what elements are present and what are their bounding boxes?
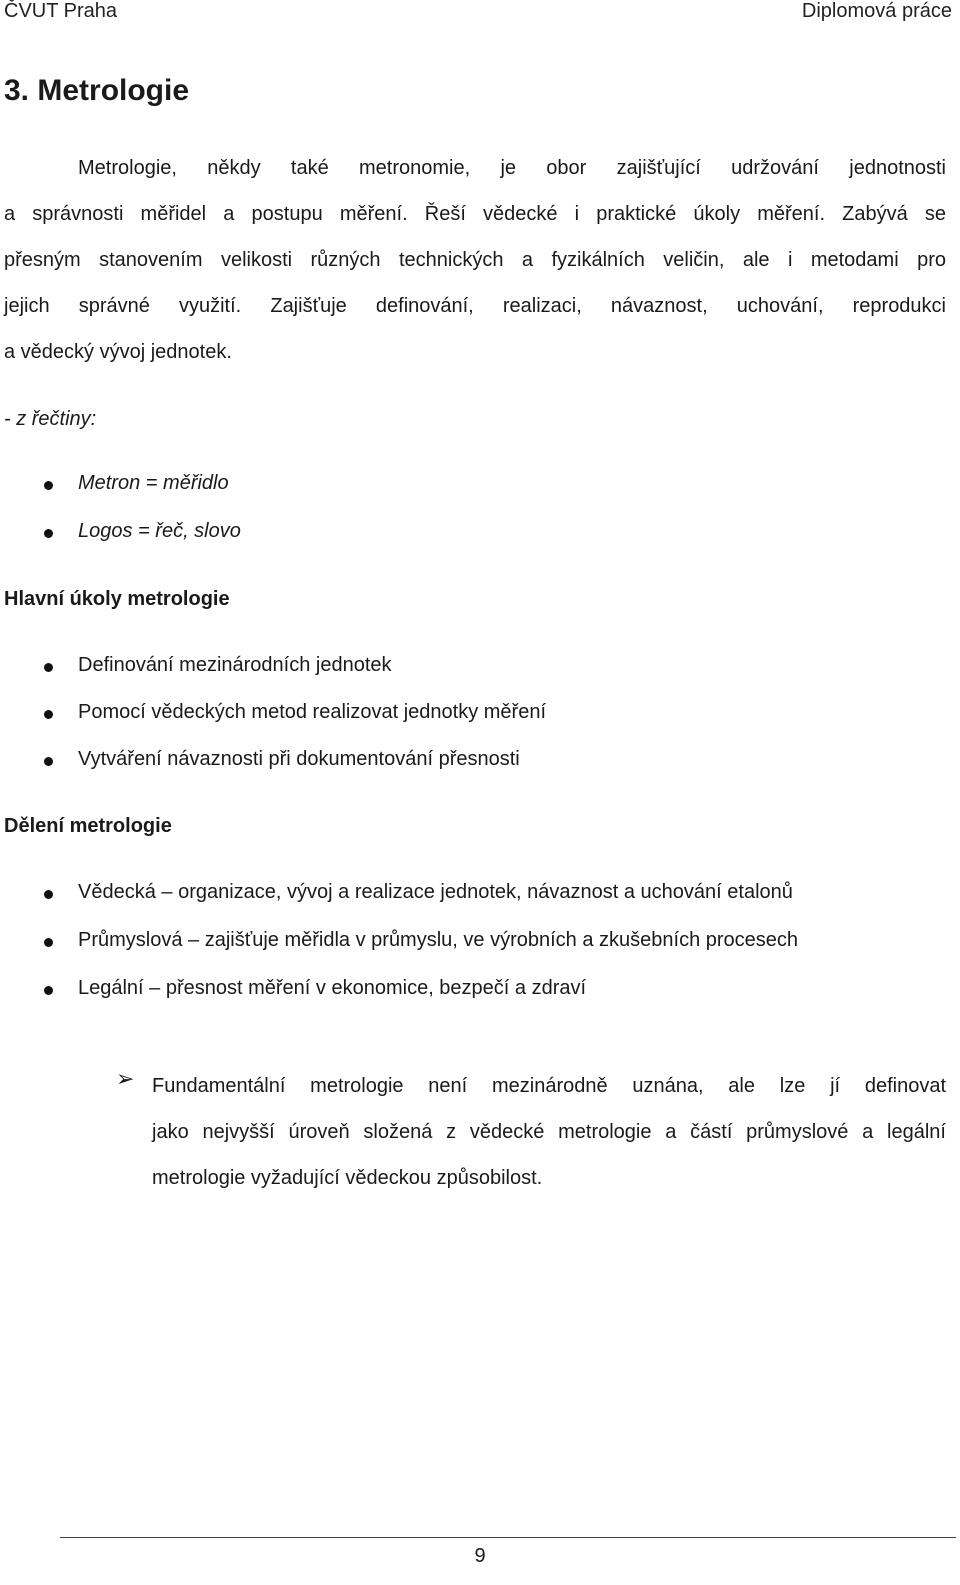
list-item: Vědecká – organizace, vývoj a realizace jednotek, návaznost a uchování etalonů bbox=[78, 881, 793, 903]
section-heading-division: Dělení metrologie bbox=[4, 815, 172, 837]
arrow-bullet-icon: ➢ bbox=[116, 1066, 135, 1091]
bullet-icon bbox=[44, 890, 53, 899]
bullet-icon bbox=[44, 938, 53, 947]
note-line: metrologie vyžadující vědeckou způsobilost. bbox=[152, 1167, 543, 1189]
note-line: jako nejvyšší úroveň složená z vědecké metrologie a částí průmyslové a legální bbox=[152, 1121, 946, 1143]
list-item: Metron = měřidlo bbox=[78, 472, 229, 494]
list-item: Průmyslová – zajišťuje měřidla v průmyslu, ve výrobních a zkušebních procesech bbox=[78, 929, 799, 951]
greek-label: - z řečtiny: bbox=[4, 408, 97, 430]
intro-line: a správnosti měřidel a postupu měření. Řeší vědecké i praktické úkoly měření. Zabývá se bbox=[4, 203, 946, 225]
list-item: Logos = řeč, slovo bbox=[78, 520, 241, 542]
note-line: Fundamentální metrologie není mezinárodně uznána, ale lze jí definovat bbox=[152, 1075, 946, 1097]
intro-line: přesným stanovením velikosti různých technických a fyzikálních veličin, ale i metodami pro bbox=[4, 249, 946, 271]
page-title: 3. Metrologie bbox=[4, 74, 190, 107]
bullet-icon bbox=[44, 986, 53, 995]
intro-line: Metrologie, někdy také metronomie, je obor zajišťující udržování jednotnosti bbox=[78, 157, 946, 179]
page-number: 9 bbox=[474, 1545, 486, 1567]
header-left: ČVUT Praha bbox=[4, 0, 118, 22]
header-right: Diplomová práce bbox=[801, 0, 952, 22]
bullet-icon bbox=[44, 757, 53, 766]
intro-line: jejich správné využití. Zajišťuje definování, realizaci, návaznost, uchování, reprodukci bbox=[4, 295, 946, 317]
list-item: Definování mezinárodních jednotek bbox=[78, 654, 392, 676]
bullet-icon bbox=[44, 710, 53, 719]
list-item: Legální – přesnost měření v ekonomice, bezpečí a zdraví bbox=[78, 977, 587, 999]
list-item: Vytváření návaznosti při dokumentování přesnosti bbox=[78, 748, 520, 770]
footer-divider bbox=[60, 1537, 956, 1538]
section-heading-tasks: Hlavní úkoly metrologie bbox=[4, 588, 230, 610]
note-paragraph bbox=[152, 1063, 946, 1201]
intro-paragraph bbox=[4, 145, 946, 375]
bullet-icon bbox=[44, 663, 53, 672]
bullet-icon bbox=[44, 529, 53, 538]
bullet-icon bbox=[44, 481, 53, 490]
list-item: Pomocí vědeckých metod realizovat jednotky měření bbox=[78, 701, 546, 723]
intro-line: a vědecký vývoj jednotek. bbox=[4, 341, 232, 363]
